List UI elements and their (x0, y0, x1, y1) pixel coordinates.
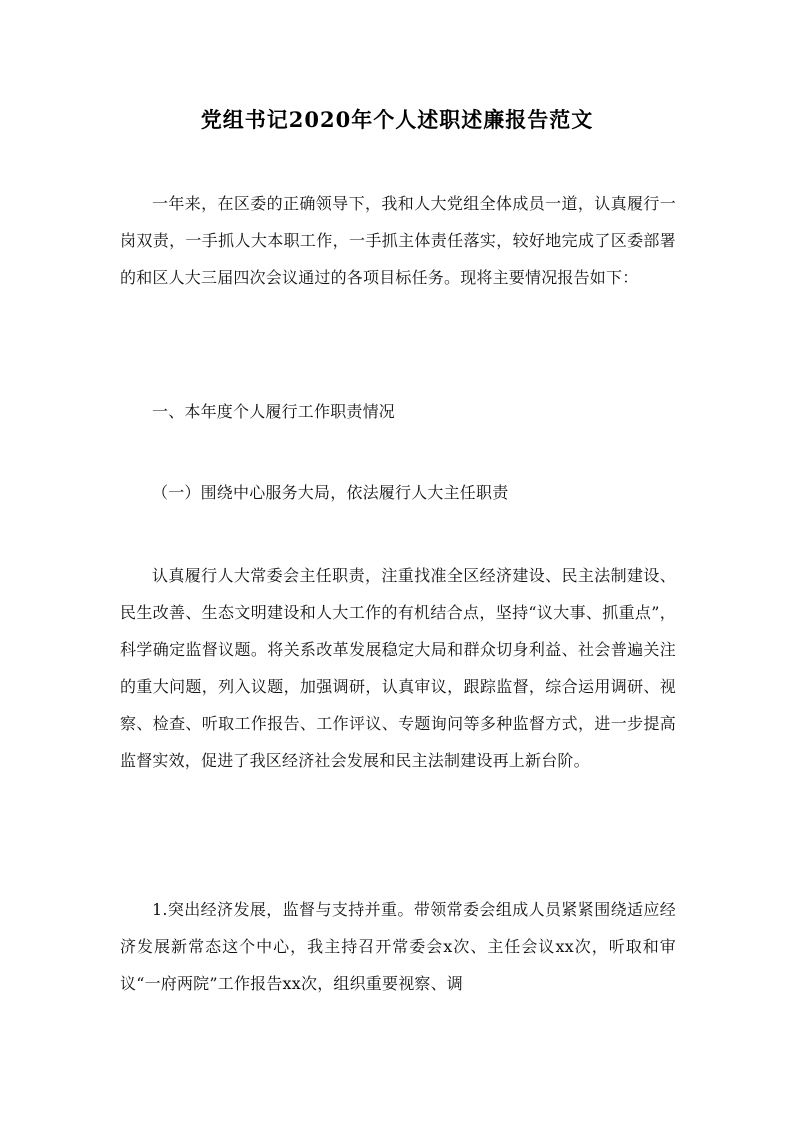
section-heading: 一、本年度个人履行工作职责情况 (152, 402, 396, 421)
body-paragraph-1: 认真履行人大常委会主任职责，注重找准全区经济建设、民主法制建设、民生改善、生态文明建设和人大工作的有机结合点，坚持“议大事、抓重点”，科学确定监督议题。将关系改革发展稳定大局和群众切身利益、社会普遍关注的重大问题，列入议题，加强调研，认真审议，跟踪监督，综合运用调研、视察、检查、听取工作报告、工作评议、专题询问等多种监督方式，进一步提高监督实效，促进了我区经济社会发展和民主法制建设再上新台阶。 (120, 566, 676, 770)
subsection-heading: （一）围绕中心服务大局，依法履行人大主任职责 (152, 483, 509, 502)
document-title: 党组书记2020年个人述职述廉报告范文 (200, 107, 594, 132)
body-paragraph-2: 1.突出经济发展，监督与支持并重。带领常委会组成人员紧紧围绕适应经济发展新常态这个中心，我主持召开常委会x次、主任会议xx次，听取和审议“一府两院”工作报告xx次，组织重要视察、调 (120, 900, 676, 993)
intro-paragraph: 一年来，在区委的正确领导下，我和人大党组全体成员一道，认真履行一岗双责，一手抓人大本职工作，一手抓主体责任落实，较好地完成了区委部署的和区人大三届四次会议通过的各项目标任务。现将主要情况报告如下： (120, 194, 676, 287)
